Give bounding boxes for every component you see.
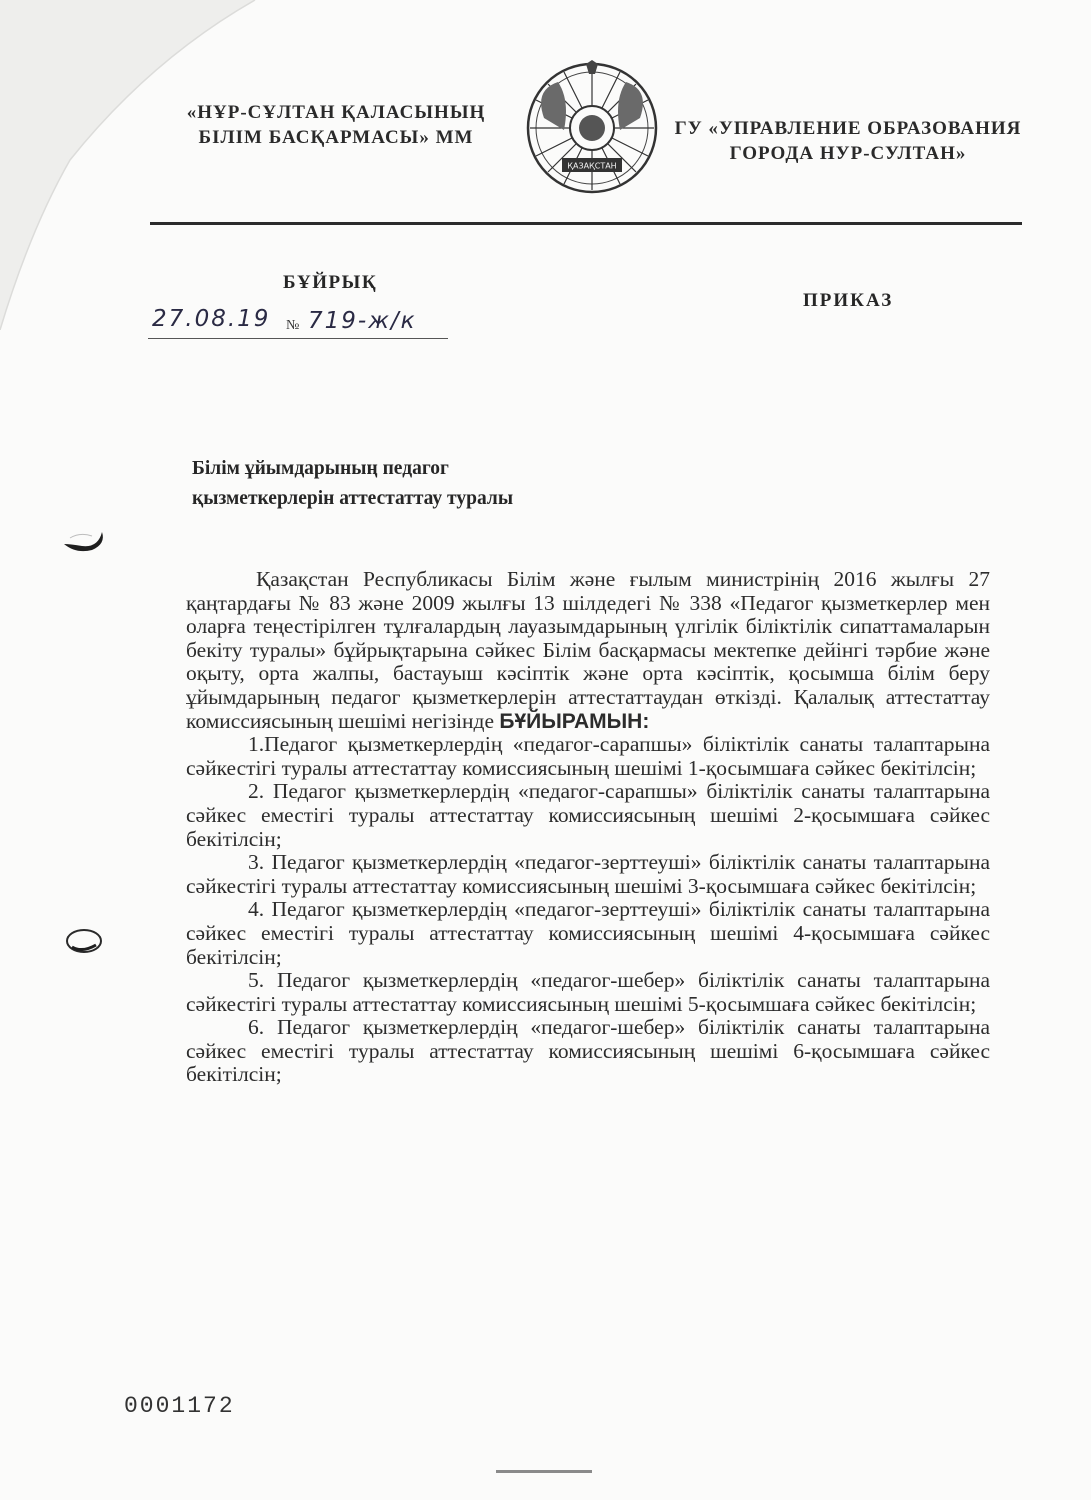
list-item: 1.Педагог қызметкерлердің «педагог-сарапшы» біліктілік санаты талаптарына сәйкестігі туралы аттестаттау комиссиясының шешімі 1-қосымшаға сәйкес бекітілсін;: [186, 732, 990, 780]
header-left-line1: «НҰР-СҰЛТАН ҚАЛАСЫНЫҢ: [186, 102, 486, 123]
order-number: 719-ж/к: [308, 308, 417, 334]
order-subject: [192, 454, 612, 514]
order-word: БҰЙЫРАМЫН:: [499, 709, 650, 733]
number-sign: №: [286, 318, 300, 333]
paper-fold-shadow: [0, 0, 260, 330]
list-item: 6. Педагог қызметкерлердің «педагог-шебер» біліктілік санаты талаптарына сәйкес еместігі туралы аттестаттау комиссиясының шешімі 6-қосымшаға сәйкес бекітілсін;: [186, 1015, 990, 1087]
header-right-organization: [668, 116, 1028, 166]
order-date: 27.08.19: [152, 306, 271, 332]
header-left-organization: [176, 100, 496, 150]
header-right-line2: ГОРОДА НУР-СУЛТАН»: [729, 143, 967, 164]
title-buyryk: БҰЙРЫҚ: [283, 272, 378, 293]
order-date-number: [148, 306, 478, 348]
bottom-edge-mark: [496, 1470, 592, 1473]
order-body: [186, 568, 990, 1087]
header-right-line1: ГУ «УПРАВЛЕНИЕ ОБРАЗОВАНИЯ: [674, 118, 1022, 139]
subject-line1: Білім ұйымдарының педагог: [192, 458, 449, 479]
date-underline: [148, 338, 448, 339]
list-item: 5. Педагог қызметкерлердің «педагог-шебер» біліктілік санаты талаптарына сәйкестігі туралы аттестаттау комиссиясының шешімі 5-қосымшаға сәйкес бекітілсін;: [186, 968, 990, 1016]
document-serial-number: 0001172: [124, 1393, 235, 1419]
list-item: 3. Педагог қызметкерлердің «педагог-зерттеуші» біліктілік санаты талаптарына сәйкестігі туралы аттестаттау комиссиясының шешімі 3-қосымшаға сәйкес бекітілсін;: [186, 850, 990, 898]
list-item: 2. Педагог қызметкерлердің «педагог-сарапшы» біліктілік санаты талаптарына сәйкес еместігі туралы аттестаттау комиссиясының шешімі 2-қосымшаға сәйкес бекітілсін;: [186, 779, 990, 851]
intro-text: Қазақстан Республикасы Білім және ғылым министрінің 2016 жылғы 27 қаңтардағы № 83 және 2009 жылғы 13 шілдедегі № 338 «Педагог қызметкерлер мен оларға теңестірілген тұлғалардың лауазымдарының үлгілік біліктілік сипаттамаларын бекіту туралы» бұйрықтарына сәйкес Білім басқармасы мектепке дейінгі тәрбие және оқыту, орта жалпы, бастауыш кәсіптік және орта кәсіптік, қосымша білім беру ұйымдарының педагог қызметкерлерін аттестаттаудан өткізді. Қалалық аттестаттау комиссиясының шешімі негізінде: [186, 567, 990, 733]
intro-paragraph: [186, 568, 990, 733]
list-item: 4. Педагог қызметкерлердің «педагог-зерттеуші» біліктілік санаты талаптарына сәйкес еместігі туралы аттестаттау комиссиясының шешімі 4-қосымшаға сәйкес бекітілсін;: [186, 897, 990, 969]
header-divider: [150, 222, 1022, 225]
title-prikaz: ПРИКАЗ: [803, 290, 894, 311]
emblem-ribbon-text: ҚАЗАҚСТАН: [567, 161, 617, 171]
punch-hole-mark: [62, 528, 108, 556]
punch-hole-mark: [62, 927, 108, 955]
header-left-line2: БІЛІМ БАСҚАРМАСЫ» ММ: [198, 127, 474, 148]
subject-line2: қызметкерлерін аттестаттау туралы: [192, 488, 514, 509]
state-emblem: [524, 60, 660, 196]
